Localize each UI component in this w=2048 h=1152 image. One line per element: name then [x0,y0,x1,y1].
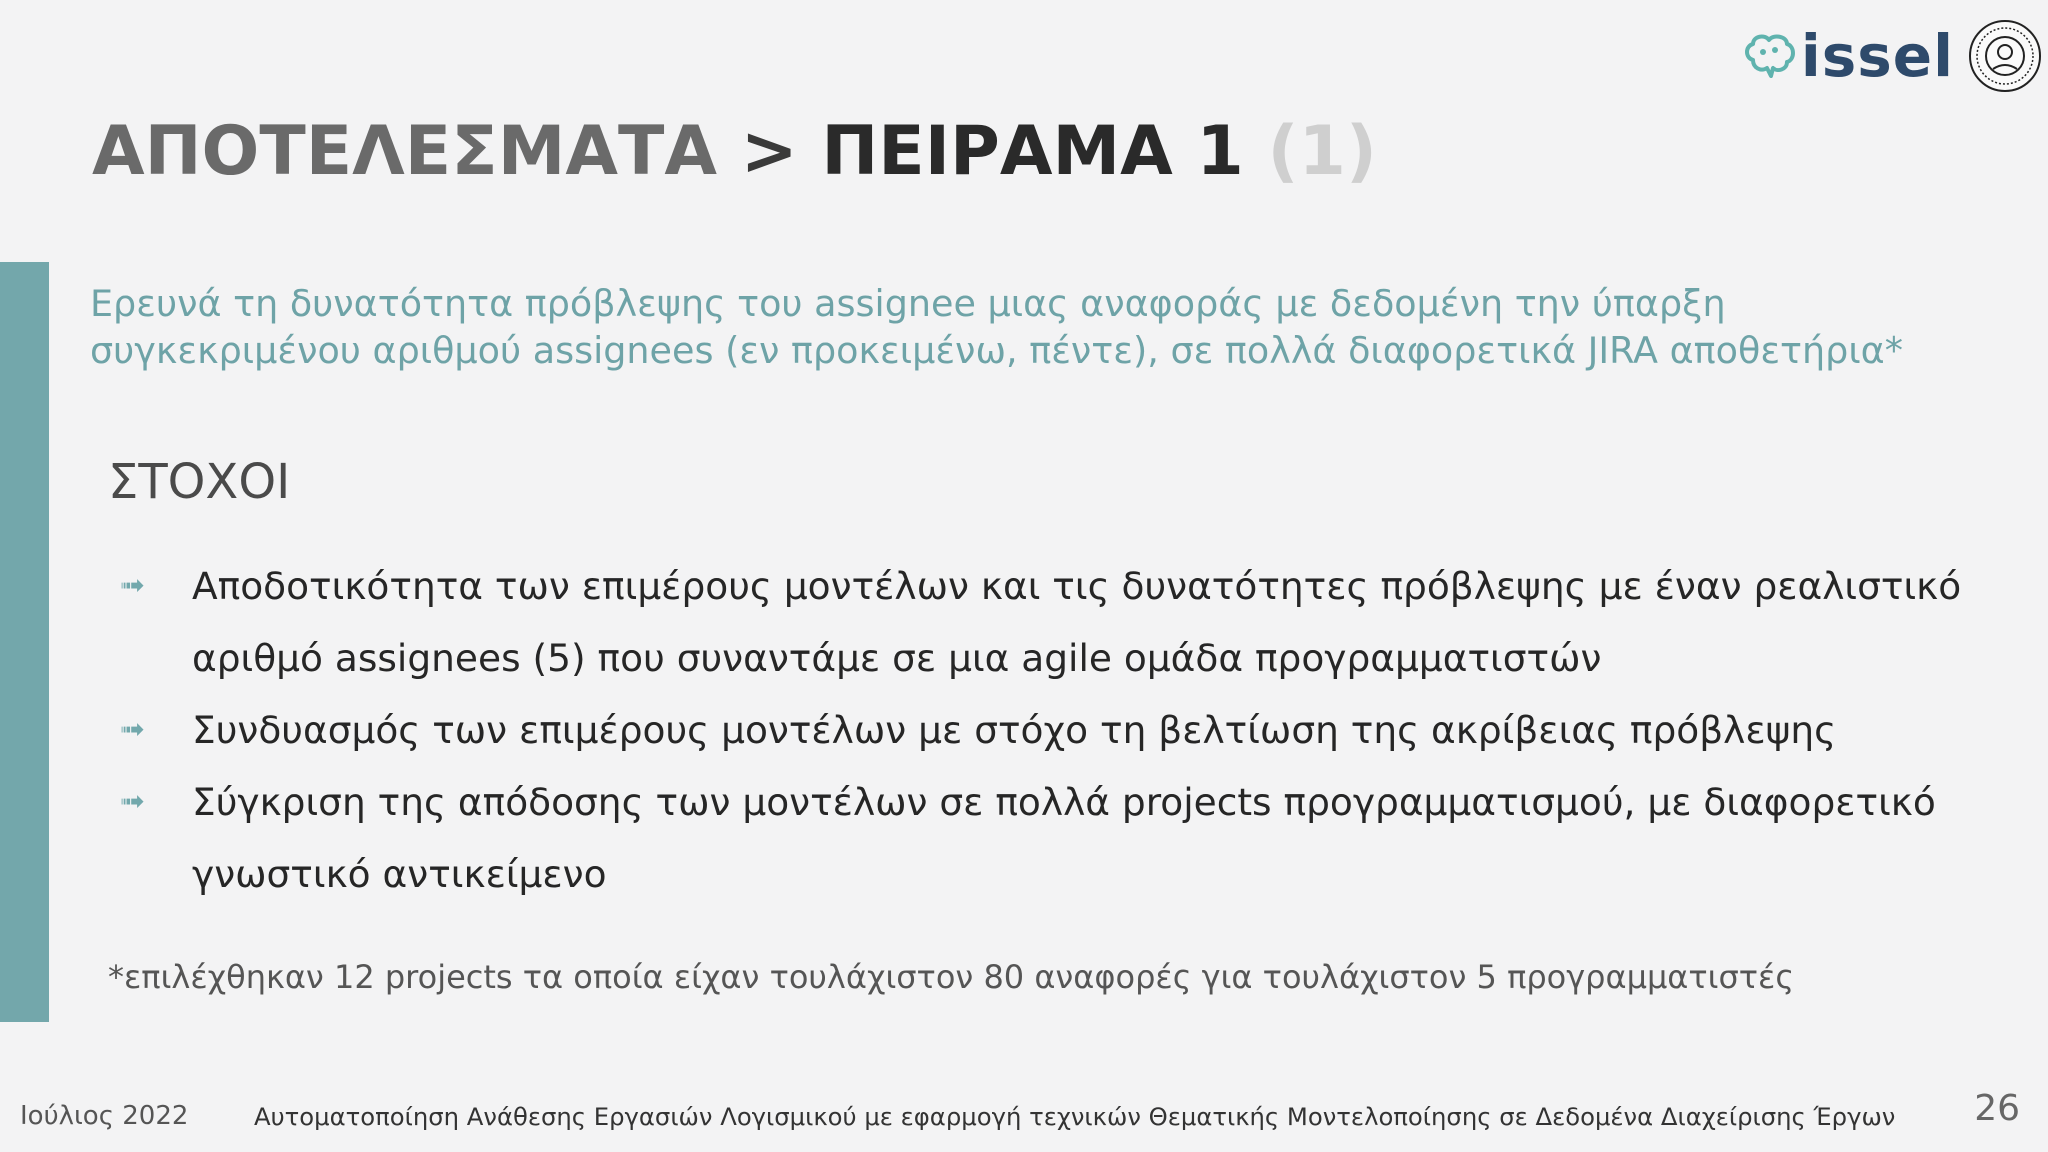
title-section: ΑΠΟΤΕΛΕΣΜΑΤΑ [92,112,718,191]
list-item-line: αριθμό assignees (5) που συναντάμε σε μια agile ομάδα προγραμματιστών [192,636,1602,680]
page-number: 26 [1974,1088,2020,1129]
arrow-right-icon: ➟ [120,784,146,819]
list-item [120,694,2000,766]
list-item-text [192,550,1961,694]
title-number: (1) [1267,112,1377,191]
brain-icon [1743,32,1795,80]
logo-area [1743,14,2042,98]
issel-wordmark: issel [1800,22,1954,90]
goals-heading: ΣΤΟΧΟΙ [108,454,291,510]
footer-title: Αυτοματοποίηση Ανάθεσης Εργασιών Λογισμικού με εφαρμογή τεχνικών Θεματικής Μοντελοποίησης σε Δεδομένα Διαχείρισης Έργων [254,1102,1896,1131]
list-item [120,550,2000,694]
side-accent-bar [0,262,49,1022]
footnote: *επιλέχθηκαν 12 projects τα οποία είχαν τουλάχιστον 80 αναφορές για τουλάχιστον 5 προγραμματιστές [108,958,1795,996]
goals-list [120,550,2000,910]
intro-line-2: συγκεκριμένου αριθμού assignees (εν προκειμένω, πέντε), σε πολλά διαφορετικά JIRA αποθετήρια* [90,329,1903,372]
list-item-line: γνωστικό αντικείμενο [192,852,607,896]
list-item-text [192,694,1836,766]
footer-date: Ιούλιος 2022 [20,1101,189,1131]
slide-title [92,112,1377,191]
arrow-right-icon: ➟ [120,712,146,747]
arrow-right-icon: ➟ [120,568,146,603]
list-item-line: Αποδοτικότητα των επιμέρους μοντέλων και τις δυνατότητες πρόβλεψης με έναν ρεαλιστικό [192,564,1962,608]
title-separator: > [740,112,798,191]
list-item-text [192,766,1936,910]
list-item-line: Σύγκριση της απόδοσης των μοντέλων σε πολλά projects προγραμματισμού, με διαφορετικό [192,780,1936,824]
list-item-line: Συνδυασμός των επιμέρους μοντέλων με στόχο τη βελτίωση της ακρίβειας πρόβλεψης [192,708,1837,752]
university-seal-icon [1968,19,2042,93]
title-main: ΠΕΙΡΑΜΑ 1 [821,112,1244,191]
intro-text [90,280,1990,374]
list-item [120,766,2000,910]
issel-logo [1743,22,1954,90]
intro-line-1: Ερευνά τη δυνατότητα πρόβλεψης του assignee μιας αναφοράς με δεδομένη την ύπαρξη [90,282,1726,325]
